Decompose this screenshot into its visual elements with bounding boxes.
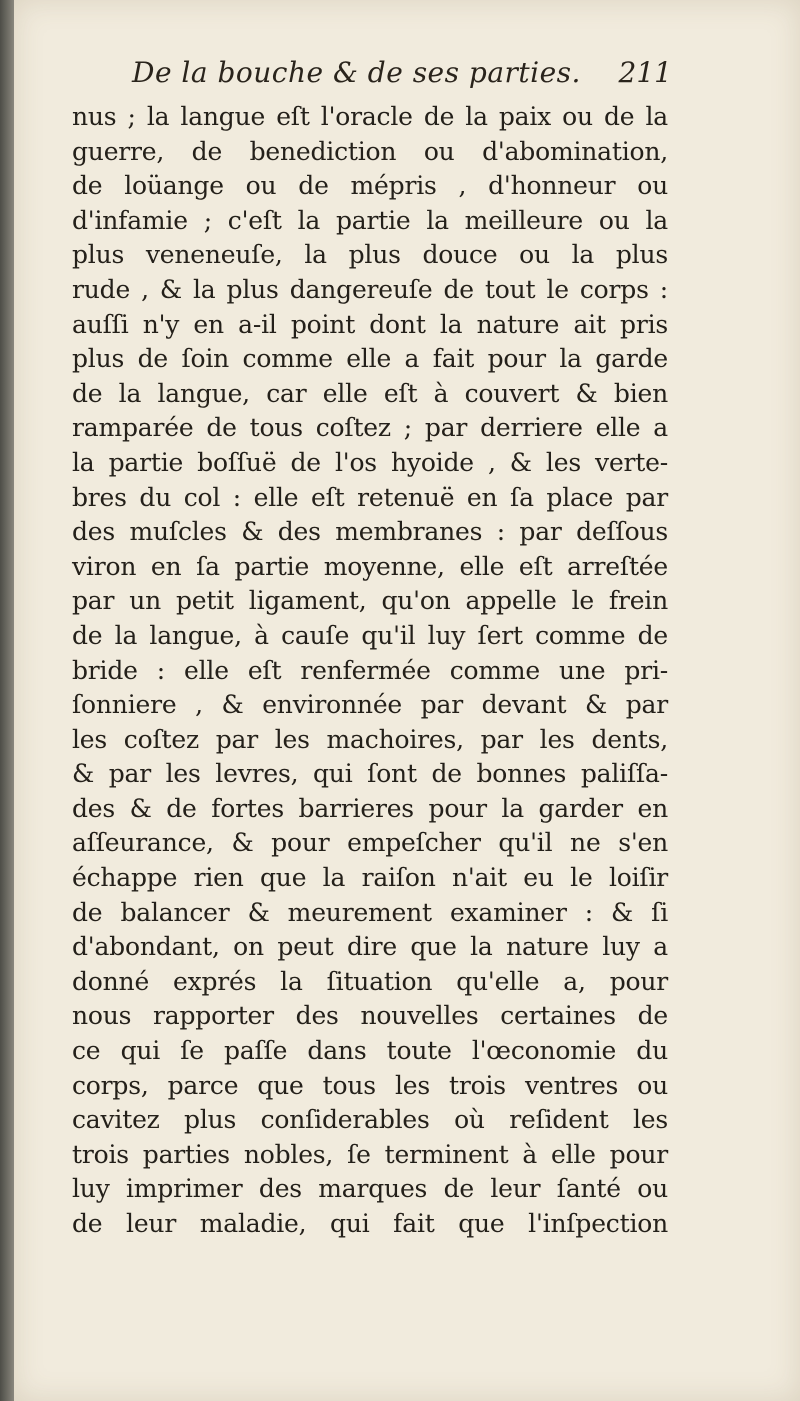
text-line: nus ; la langue eſt l'oracle de la paix ou de la xyxy=(72,102,668,131)
text-line: d'abondant, on peut dire que la nature luy a xyxy=(72,932,668,962)
text-line: auſſi n'y en a-il point dont la nature ait pris xyxy=(72,309,668,339)
text-line: luy imprimer des marques de leur ſanté ou xyxy=(72,1174,668,1204)
text-line: nous rapporter des nouvelles certaines de xyxy=(72,1001,668,1031)
text-line: de la langue, car elle eſt à couvert & bien xyxy=(72,378,668,408)
text-line: corps, parce que tous les trois ventres ou xyxy=(72,1070,668,1100)
running-head: De la bouche & de ses parties. xyxy=(132,56,581,89)
text-line: de leur maladie, qui fait que l'inſpection xyxy=(72,1209,668,1238)
text-line: la partie boſſuë de l'os hyoide , & les verte- xyxy=(72,447,668,477)
binding-gutter xyxy=(0,0,14,1401)
text-line: plus de ſoin comme elle a fait pour la garde xyxy=(72,344,668,374)
body-text xyxy=(72,100,668,1242)
book-page xyxy=(14,0,800,1401)
text-line: donné exprés la ſituation qu'elle a, pour xyxy=(72,966,668,996)
page-number: 211 xyxy=(618,56,672,89)
text-line: viron en ſa partie moyenne, elle eſt arreſtée xyxy=(72,551,668,581)
text-line: les coſtez par les machoires, par les dents, xyxy=(72,724,668,754)
text-line: bride : elle eſt renfermée comme une pri- xyxy=(72,655,668,685)
text-line: plus veneneuſe, la plus douce ou la plus xyxy=(72,240,668,270)
text-line: des muſcles & des membranes : par deſſous xyxy=(72,517,668,547)
text-line: aſſeurance, & pour empeſcher qu'il ne s'en xyxy=(72,828,668,858)
text-line: trois parties nobles, ſe terminent à elle pour xyxy=(72,1139,668,1169)
text-line: d'infamie ; c'eſt la partie la meilleure ou la xyxy=(72,205,668,235)
text-line: cavitez plus conſiderables où reſident les xyxy=(72,1105,668,1135)
text-line: guerre, de benediction ou d'abomination, xyxy=(72,136,668,166)
text-line: ſonniere , & environnée par devant & par xyxy=(72,690,668,720)
text-line: de la langue, à cauſe qu'il luy ſert comme de xyxy=(72,620,668,650)
page-header xyxy=(132,56,672,96)
text-line: ramparée de tous coſtez ; par derriere elle a xyxy=(72,413,668,443)
text-line: des & de fortes barrieres pour la garder en xyxy=(72,793,668,823)
text-line: de loüange ou de mépris , d'honneur ou xyxy=(72,171,668,201)
text-line: ce qui ſe paſſe dans toute l'œconomie du xyxy=(72,1036,668,1066)
text-line: bres du col : elle eſt retenuë en ſa place par xyxy=(72,482,668,512)
text-line: rude , & la plus dangereuſe de tout le corps : xyxy=(72,274,668,304)
text-line: de balancer & meurement examiner : & ſi xyxy=(72,897,668,927)
text-line: échappe rien que la raiſon n'ait eu le loiſir xyxy=(72,863,668,893)
text-line: & par les levres, qui ſont de bonnes paliſſa- xyxy=(72,759,668,789)
text-line: par un petit ligament, qu'on appelle le frein xyxy=(72,586,668,616)
